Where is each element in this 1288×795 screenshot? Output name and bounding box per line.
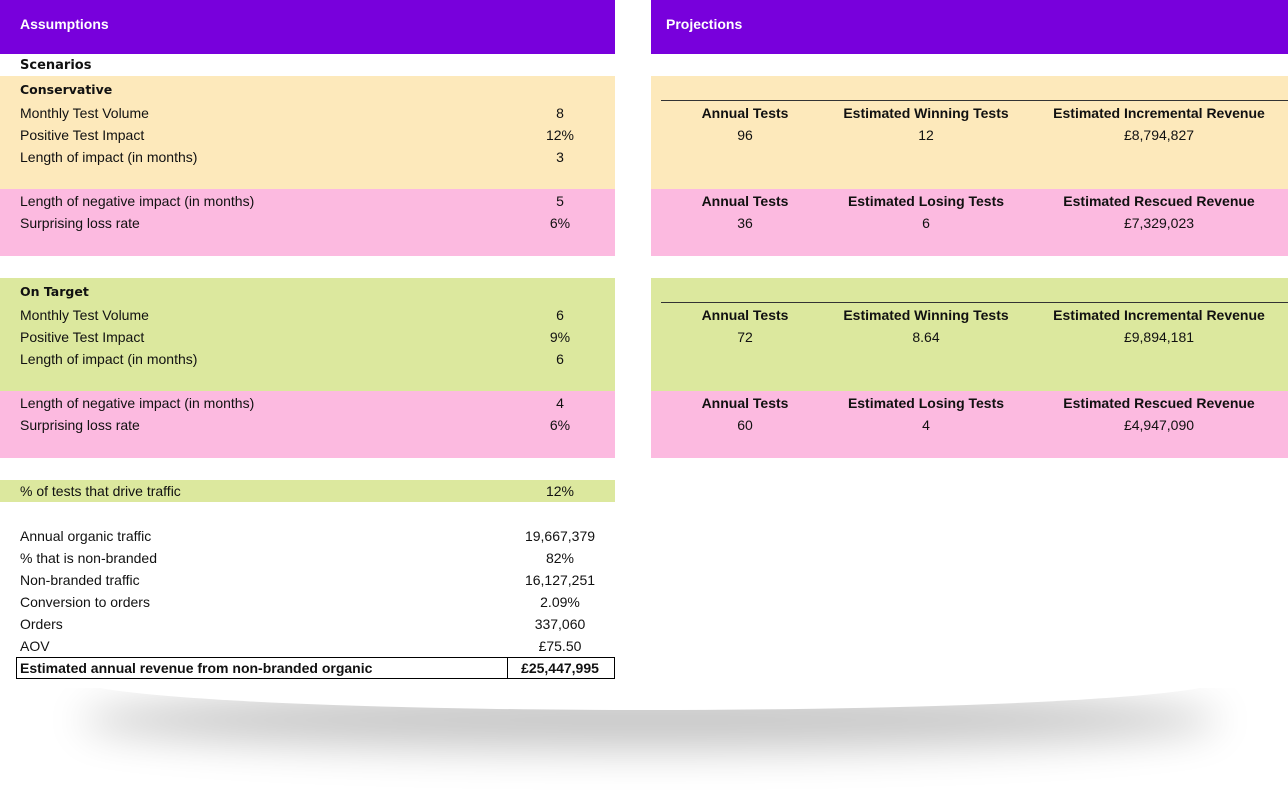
conservative-negative-length-label: Length of negative impact (in months) <box>20 193 255 209</box>
on-target-monthly-volume-label: Monthly Test Volume <box>20 307 149 323</box>
on-target-monthly-volume-value: 6 <box>556 307 564 323</box>
proj-header-winning-tests: Estimated Winning Tests <box>843 105 1009 121</box>
traffic-row-label: Non-branded traffic <box>20 572 140 588</box>
proj-header-annual-tests: Annual Tests <box>701 395 789 411</box>
proj-value-incremental-revenue: £8,794,827 <box>1123 127 1195 143</box>
conservative-negative-length-value: 5 <box>556 193 564 209</box>
on-target-loss-rate-label: Surprising loss rate <box>20 417 140 433</box>
on-target-negative-length-label: Length of negative impact (in months) <box>20 395 255 411</box>
proj-header-annual-tests: Annual Tests <box>701 193 789 209</box>
traffic-tests-value: 12% <box>545 483 575 499</box>
traffic-row-label: Orders <box>20 616 63 632</box>
proj-header-incremental-revenue: Estimated Incremental Revenue <box>1053 307 1265 323</box>
proj-header-annual-tests: Annual Tests <box>701 307 789 323</box>
traffic-row-label: Annual organic traffic <box>20 528 152 544</box>
proj-header-annual-tests: Annual Tests <box>701 105 789 121</box>
traffic-row-value: 337,060 <box>534 616 586 632</box>
on-target-title: On Target <box>20 284 89 299</box>
proj-value-losing-tests: 6 <box>922 215 930 231</box>
conservative-positive-impact-label: Positive Test Impact <box>20 127 145 143</box>
proj-value-annual-tests: 36 <box>737 215 753 231</box>
proj-header-incremental-revenue: Estimated Incremental Revenue <box>1053 105 1265 121</box>
on-target-loss-rate-value: 6% <box>549 417 571 433</box>
conservative-loss-rate-label: Surprising loss rate <box>20 215 140 231</box>
proj-value-winning-tests: 12 <box>918 127 934 143</box>
proj-value-annual-tests: 96 <box>737 127 753 143</box>
total-revenue-value: £25,447,995 <box>521 660 599 676</box>
projections-header <box>651 0 1288 54</box>
traffic-row-label: % that is non-branded <box>20 550 157 566</box>
on-target-positive-impact-value: 9% <box>549 329 571 345</box>
proj-value-winning-tests: 8.64 <box>912 329 940 345</box>
traffic-row-label: Conversion to orders <box>20 594 150 610</box>
traffic-row-value: 19,667,379 <box>524 528 596 544</box>
conservative-impact-length-value: 3 <box>556 149 564 165</box>
on-target-positive-impact-label: Positive Test Impact <box>20 329 145 345</box>
traffic-row-value: 16,127,251 <box>524 572 596 588</box>
traffic-row-value: £75.50 <box>538 638 582 654</box>
proj-value-rescued-revenue: £4,947,090 <box>1123 417 1195 433</box>
traffic-row-label: AOV <box>20 638 50 654</box>
conservative-monthly-volume-value: 8 <box>556 105 564 121</box>
conservative-monthly-volume-label: Monthly Test Volume <box>20 105 149 121</box>
proj-header-rescued-revenue: Estimated Rescued Revenue <box>1063 193 1255 209</box>
on-target-impact-length-label: Length of impact (in months) <box>20 351 198 367</box>
proj-value-losing-tests: 4 <box>922 417 930 433</box>
proj-value-incremental-revenue: £9,894,181 <box>1123 329 1195 345</box>
proj-header-winning-tests: Estimated Winning Tests <box>843 307 1009 323</box>
proj-header-losing-tests: Estimated Losing Tests <box>847 395 1005 411</box>
proj-on-target-winning-rule <box>661 302 1288 303</box>
on-target-impact-length-value: 6 <box>556 351 564 367</box>
proj-header-rescued-revenue: Estimated Rescued Revenue <box>1063 395 1255 411</box>
projections-header-label: Projections <box>666 16 743 32</box>
assumptions-header <box>0 0 615 54</box>
conservative-positive-impact-value: 12% <box>545 127 575 143</box>
proj-conservative-winning-rule <box>661 100 1288 101</box>
conservative-title: Conservative <box>20 82 113 97</box>
traffic-row-value: 2.09% <box>540 594 580 610</box>
conservative-loss-rate-value: 6% <box>549 215 571 231</box>
conservative-impact-length-label: Length of impact (in months) <box>20 149 198 165</box>
traffic-row-value: 82% <box>545 550 575 566</box>
proj-value-rescued-revenue: £7,329,023 <box>1123 215 1195 231</box>
traffic-tests-label: % of tests that drive traffic <box>20 483 181 499</box>
scenarios-title: Scenarios <box>20 58 92 73</box>
assumptions-header-label: Assumptions <box>20 16 109 32</box>
proj-header-losing-tests: Estimated Losing Tests <box>847 193 1005 209</box>
proj-value-annual-tests: 72 <box>737 329 753 345</box>
total-revenue-label: Estimated annual revenue from non-branded organic <box>20 660 373 676</box>
on-target-negative-length-value: 4 <box>556 395 564 411</box>
proj-value-annual-tests: 60 <box>737 417 753 433</box>
